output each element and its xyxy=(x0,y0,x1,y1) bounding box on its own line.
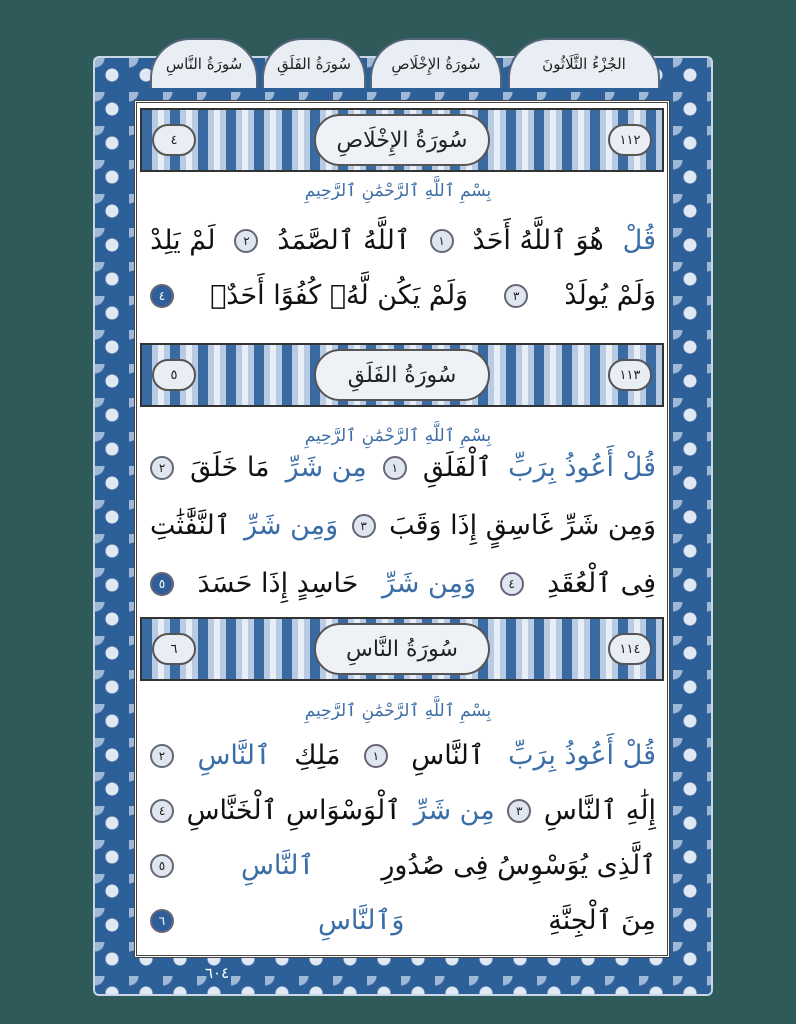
verse-line xyxy=(150,510,656,541)
tab-surah-falaq[interactable]: سُورَةُ الفَلَقِ xyxy=(262,38,366,88)
ayah-number-marker: ٤ xyxy=(150,284,174,308)
ayah-number-marker: ٤ xyxy=(500,572,524,596)
verse-text: وَمِن شَرِّ غَاسِقٍ إِذَا وَقَبَ xyxy=(389,510,656,541)
surah-header xyxy=(140,617,664,681)
page-number: ٦٠٤ xyxy=(205,964,230,982)
surah-number: ١١٣ xyxy=(608,359,652,391)
tab-surah-nas[interactable]: سُورَةُ النَّاسِ xyxy=(150,38,258,88)
tab-juz[interactable]: الجُزْءُ الثَّلَاثُونَ xyxy=(508,38,660,88)
ayah-number-marker: ٣ xyxy=(352,514,376,538)
ayah-number-marker: ٤ xyxy=(150,799,174,823)
verse-text: هُوَ ٱللَّهُ أَحَدٌ xyxy=(472,225,604,256)
verse-text: ٱلْفَلَقِ xyxy=(422,452,492,483)
verse-text: ٱلنَّاسِ xyxy=(197,740,271,771)
verse-count: ٥ xyxy=(152,359,196,391)
verse-text: ٱلنَّفَّٰثَٰتِ xyxy=(150,510,231,541)
surah-title: سُورَةُ الفَلَقِ xyxy=(314,349,490,401)
surah-header xyxy=(140,343,664,407)
ayah-number-marker: ٥ xyxy=(150,854,174,878)
verse-text: مَلِكِ xyxy=(294,740,341,771)
verse-text: مِنَ ٱلْجِنَّةِ xyxy=(548,905,656,936)
ayah-number-marker: ٢ xyxy=(150,456,174,480)
verse-text: إِلَٰهِ ٱلنَّاسِ xyxy=(543,795,656,826)
verse-text: ٱللَّهُ ٱلصَّمَدُ xyxy=(277,225,411,256)
ayah-number-marker: ٢ xyxy=(234,229,258,253)
surah-number: ١١٤ xyxy=(608,633,652,665)
verse-line xyxy=(150,740,656,771)
verse-text: لَمْ يَلِدْ xyxy=(150,225,216,256)
verse-text: وَمِن شَرِّ xyxy=(381,568,477,599)
verse-text: قُلْ أَعُوذُ بِرَبِّ xyxy=(508,452,656,483)
ayah-number-marker: ٦ xyxy=(150,909,174,933)
verse-text: وَمِن شَرِّ xyxy=(244,510,339,541)
ayah-number-marker: ١ xyxy=(383,456,407,480)
verse-line xyxy=(150,850,656,881)
bismillah: بِسْمِ ٱللَّهِ ٱلرَّحْمَٰنِ ٱلرَّحِيمِ xyxy=(304,426,492,446)
verse-line xyxy=(150,905,656,936)
surah-title: سُورَةُ النَّاسِ xyxy=(314,623,490,675)
surah-title: سُورَةُ الإِخْلَاصِ xyxy=(314,114,490,166)
ayah-number-marker: ١ xyxy=(364,744,388,768)
verse-text: حَاسِدٍ إِذَا حَسَدَ xyxy=(197,568,359,599)
ayah-number-marker: ٢ xyxy=(150,744,174,768)
bismillah: بِسْمِ ٱللَّهِ ٱلرَّحْمَٰنِ ٱلرَّحِيمِ xyxy=(304,181,492,201)
verse-text: قُلْ أَعُوذُ بِرَبِّ xyxy=(508,740,656,771)
surah-number: ١١٢ xyxy=(608,124,652,156)
tab-surah-ikhlas[interactable]: سُورَةُ الإِخْلَاصِ xyxy=(370,38,502,88)
verse-count: ٤ xyxy=(152,124,196,156)
verse-text: مِن شَرِّ xyxy=(413,795,495,826)
verse-line xyxy=(150,568,656,599)
ayah-number-marker: ٥ xyxy=(150,572,174,596)
verse-text: ٱلَّذِى يُوَسْوِسُ فِى صُدُورِ xyxy=(381,850,656,881)
verse-text: وَلَمْ يُولَدْ xyxy=(564,280,656,311)
ayah-number-marker: ٣ xyxy=(507,799,531,823)
ayah-number-marker: ٣ xyxy=(504,284,528,308)
verse-text: وَٱلنَّاسِ xyxy=(317,905,405,936)
bismillah: بِسْمِ ٱللَّهِ ٱلرَّحْمَٰنِ ٱلرَّحِيمِ xyxy=(304,701,492,721)
verse-text: مَا خَلَقَ xyxy=(190,452,270,483)
verse-text: ٱلنَّاسِ xyxy=(240,850,315,881)
verse-count: ٦ xyxy=(152,633,196,665)
ayah-number-marker: ١ xyxy=(430,229,454,253)
verse-text: وَلَمْ يَكُن لَّهُۥ كُفُوًا أَحَدٌۢ xyxy=(210,280,469,311)
verse-text: مِن شَرِّ xyxy=(285,452,367,483)
verse-text: ٱلنَّاسِ xyxy=(411,740,485,771)
verse-line xyxy=(150,225,656,256)
verse-text: قُلْ xyxy=(622,225,656,256)
verse-line xyxy=(150,452,656,483)
verse-line xyxy=(150,795,656,826)
verse-text: فِى ٱلْعُقَدِ xyxy=(547,568,656,599)
verse-line xyxy=(150,280,656,311)
surah-header xyxy=(140,108,664,172)
verse-text: ٱلْوَسْوَاسِ ٱلْخَنَّاسِ xyxy=(186,795,402,826)
